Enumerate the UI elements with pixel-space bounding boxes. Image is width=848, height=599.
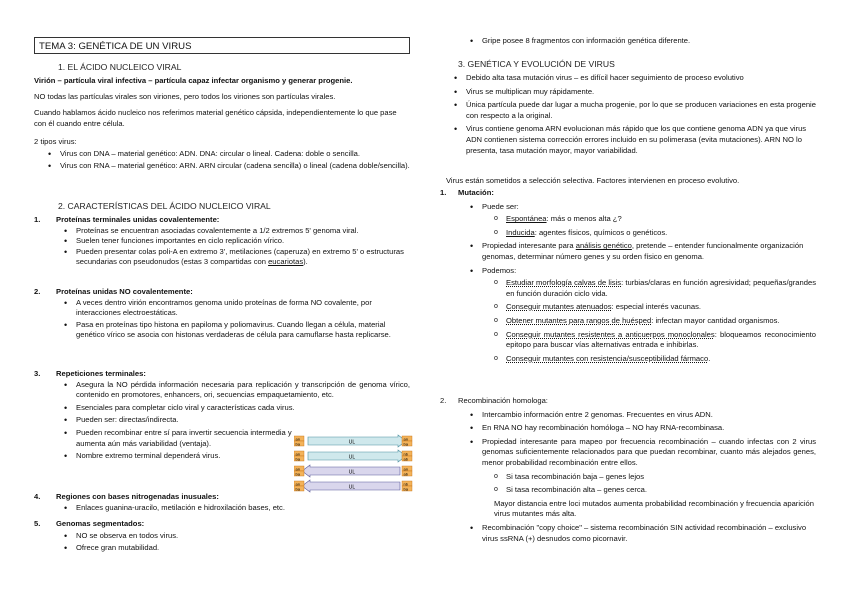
repeat-label-right: nb <box>403 481 408 487</box>
list-item <box>506 228 816 239</box>
paragraph-virion <box>34 76 412 87</box>
n2-title: Proteínas unidas NO covalentemente: <box>56 287 193 296</box>
list-item: • NO se observa en todos virus. <box>76 531 410 542</box>
item-text: : más o menos alta ¿? <box>546 214 622 224</box>
item-text: Propiedad interesante para <box>482 241 576 251</box>
list-item <box>482 241 816 262</box>
mayor-distancia: Mayor distancia entre loci mutados aumenta probabilidad recombinación y frecuencia aparición virus mutantes más alta. <box>494 498 814 519</box>
list-item: • Intercambio información entre 2 genomas. Frecuentes en virus ADN. <box>482 410 816 421</box>
list-item <box>506 354 816 365</box>
item-text: : turbias/claras en función agresividad; pequeñas/grandes en función duración ciclo vida. <box>506 278 816 298</box>
seleccion-paragraph: Virus están sometidos a selección selectiva. Factores intervienen en proceso evolutivo. <box>446 176 740 185</box>
list-item: • Nombre extremo terminal dependerá virus. <box>76 451 410 462</box>
section-1-heading: 1. EL ÁCIDO NUCLEICO VIRAL <box>58 62 182 72</box>
list-item: • Suelen tener funciones importantes en ciclo replicación vírico. <box>76 236 410 247</box>
page-title: TEMA 3: GENÉTICA DE UN VIRUS <box>34 37 410 54</box>
podemos: • Podemos: <box>482 266 816 277</box>
item-text: : agentes físicos, químicos o genéticos. <box>534 227 668 237</box>
recombinacion-block <box>440 396 816 544</box>
repeat-label-right: an <box>403 466 408 472</box>
list-item <box>506 302 816 313</box>
list-item <box>506 214 816 225</box>
list-item: • Recombinación "copy choice" – sistema recombinación SIN actividad recombinación – exclusivo virus ssRNA (+) desnudos como picornavir. <box>482 523 816 544</box>
item-underlined: Estudiar morfología calvas de lisis <box>506 278 622 288</box>
item-underlined: Conseguir mutantes atenuados <box>506 302 612 312</box>
paragraph-tipos: 2 tipos virus: <box>34 137 77 146</box>
list-item: • Enlaces guanina-uracilo, metilación e hidroxilación bases, etc. <box>76 503 410 514</box>
repeat-label-right: ba <box>403 486 408 492</box>
n4-block <box>34 492 410 513</box>
espontanea: Espontánea <box>506 214 547 224</box>
list-item: o Si tasa recombinación alta – genes cerca. <box>506 485 816 496</box>
list-item: • Proteínas se encuentran asociadas covalentemente a 1/2 extremos 5' genoma viral. <box>76 226 410 237</box>
list-item <box>506 278 816 299</box>
evolution-list <box>466 73 816 156</box>
list-item: • Pasa en proteínas tipo histona en papiloma y poliomavirus. Cuando llegan a célula, material genético vírico se asocia con histonas verdaderas de célula para camuflarse hasta replicarse. <box>76 320 410 341</box>
list-item: • Ofrece gran mutabilidad. <box>76 543 410 554</box>
repeat-label-left: an <box>295 481 300 487</box>
inducida: Inducida <box>506 227 535 237</box>
repeat-mid-label: UL <box>348 469 356 476</box>
number-3: 3. <box>34 369 41 378</box>
list-item: • Asegura la NO pérdida información necesaria para replicación y transcripción de genoma vírico, contenido en promotores, enhancers, ori, secuencias empaquetamiento, etc. <box>76 380 410 401</box>
mutacion-block <box>440 188 816 364</box>
list-item: • Virus se multiplican muy rápidamente. <box>466 87 816 98</box>
repeat-label-right: an <box>403 436 408 442</box>
item-text: : bloqueamos reconocimiento epitopo para buscar vías alternativas entrada e inhibirlas. <box>506 329 816 350</box>
repeat-mid-label: UL <box>348 484 356 491</box>
repeat-label-left: ba <box>295 471 300 477</box>
number-1: 1. <box>34 215 41 224</box>
number-5: 5. <box>34 519 41 528</box>
repeat-label-left: ba <box>295 441 300 447</box>
number-4: 4. <box>34 492 41 501</box>
repeat-arrow <box>308 435 406 447</box>
repeat-label-right: ab <box>403 471 408 477</box>
eucariotas-link: eucariotas <box>268 257 304 267</box>
n1-title: Proteínas terminales unidas covalentemente: <box>56 215 220 224</box>
gripe-item <box>482 36 812 47</box>
list-item: • A veces dentro virión encontramos genoma unido proteínas de forma NO covalente, por interacciones electroestáticas. <box>76 298 410 319</box>
n2-block <box>34 287 410 341</box>
n4-title: Regiones con bases nitrogenadas inusuales: <box>56 492 219 501</box>
repeat-label-right: nb <box>403 451 408 457</box>
n5-title: Genomas segmentados: <box>56 519 145 528</box>
item-underlined: Obtener mutantes para rangos de huésped <box>506 315 652 325</box>
section-2-heading: 2. CARACTERÍSTICAS DEL ÁCIDO NUCLEICO VIRAL <box>58 201 271 211</box>
number-1: 1. <box>440 188 447 197</box>
list-item: • Única partícula puede dar lugar a mucha progenie, por lo que se producen variaciones en esta progenie con respecto a la original. <box>466 100 816 121</box>
item-text: : infectan mayor cantidad organismos. <box>651 315 780 325</box>
list-item: • Virus con RNA – material genético: ARN. ARN circular (cadena sencilla) o lineal (cadena doble/sencilla). <box>60 161 410 172</box>
virus-types-list <box>60 149 410 171</box>
list-item: • Pueden recombinar entre sí para invertir secuencia intermedia y aumenta aún más variabilidad (ventaja). <box>76 428 292 449</box>
terminal-repeats-diagram <box>294 434 414 496</box>
repeat-label-left: an <box>295 466 300 472</box>
list-item <box>506 316 816 327</box>
item-underlined: Conseguir mutantes con resistencia/susceptibilidad fármaco <box>506 353 709 363</box>
list-item: • Virus con DNA – material genético: ADN. DNA: circular o lineal. Cadena: doble o sencilla. <box>60 149 410 160</box>
repeat-label-right: ab <box>403 456 408 462</box>
list-item: o Si tasa recombinación baja – genes lejos <box>506 472 816 483</box>
section-3-heading: 3. GENÉTICA Y EVOLUCIÓN DE VIRUS <box>458 59 615 69</box>
list-item: • Propiedad interesante para mapeo por frecuencia recombinación – cuando infectas con 2 virus genomas suficientemente relacionados para que puedan recombinar, cuanto más alejados genes, menor probabilidad recombinación entre ellos. <box>482 437 816 469</box>
repeat-mid-label: UL <box>348 439 356 446</box>
repeat-arrow <box>308 450 406 462</box>
item-text: Pueden presentar colas poli-A en extremo 3', metilaciones (caperuza) en extremo 5' o estructuras secundarias con pseudonudos (estas 3 compartidas con <box>76 246 404 267</box>
repeat-label-left: an <box>295 436 300 442</box>
item-text-end: ). <box>303 257 308 267</box>
item-text: : especial interés vacunas. <box>611 302 702 312</box>
n3-title: Repeticiones terminales: <box>56 369 146 378</box>
list-item: • En RNA NO hay recombinación homóloga – NO hay RNA-recombinasa. <box>482 423 816 434</box>
mutacion-title: Mutación: <box>458 188 494 197</box>
item-text: . <box>708 353 711 363</box>
list-item: • Pueden ser: directas/indirecta. <box>76 415 410 426</box>
list-item <box>76 247 410 268</box>
virion-definition: Virión – partícula viral infectiva – partícula capaz infectar organismo y generar progenie. <box>34 76 353 85</box>
paragraph-acido: Cuando hablamos ácido nucleico nos referimos material genético cápsida, independientemente lo que pase con él cuando entre célula. <box>34 108 397 128</box>
list-item: • Virus contiene genoma ARN evolucionan más rápido que los que contiene genoma ADN ya que virus ADN contienen sistema corrección errores incluido en su polimerasa (evita mutaciones). ARN NO lo presenta, tasa mutación mayor, mayor variabilidad. <box>466 124 816 156</box>
number-2: 2. <box>440 396 447 405</box>
repeat-label-left: ba <box>295 486 300 492</box>
repeat-label-left: ba <box>295 456 300 462</box>
list-item: • Esenciales para completar ciclo viral y características cada virus. <box>76 403 410 414</box>
recombinacion-title: Recombinación homologa: <box>458 396 548 405</box>
number-2: 2. <box>34 287 41 296</box>
repeat-mid-label: UL <box>348 454 356 461</box>
list-item: • Debido alta tasa mutación virus – es difícil hacer seguimiento de proceso evolutivo <box>466 73 816 84</box>
repeat-label-left: an <box>295 451 300 457</box>
list-item <box>506 330 816 351</box>
list-item: • Gripe posee 8 fragmentos con información genética diferente. <box>482 36 812 47</box>
puede-ser: • Puede ser: <box>482 202 816 213</box>
n1-block <box>34 215 410 268</box>
n5-block <box>34 519 410 554</box>
paragraph-particulas: NO todas las partículas virales son viriones, pero todos los viriones son partículas virales. <box>34 92 336 101</box>
analisis-genetico: análisis genético <box>575 241 632 251</box>
item-underlined: Conseguir mutantes resistentes a anticuerpos monoclonales <box>506 329 715 339</box>
repeat-label-right: ba <box>403 441 408 447</box>
item-text: , pretende – entender funcionalmente organización genomas, determinar número genes y su orden físico en genoma. <box>482 241 804 261</box>
